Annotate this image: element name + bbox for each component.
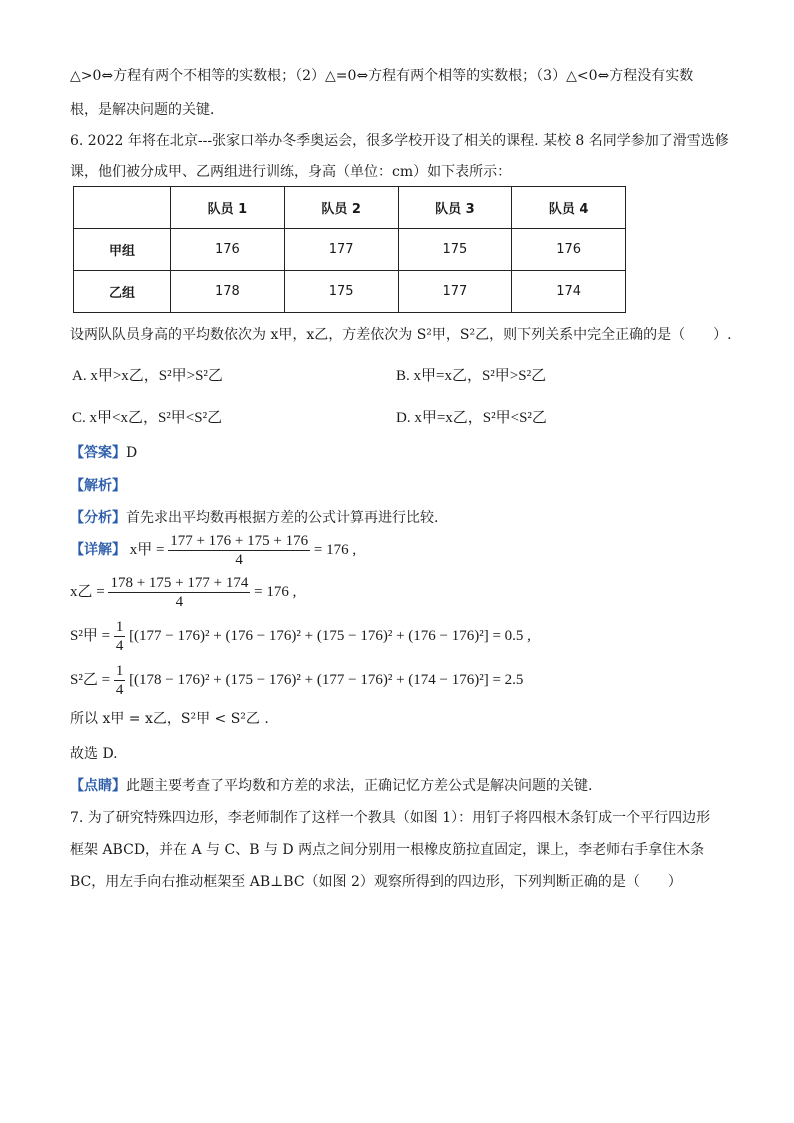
table-header-cell: 队员 2	[284, 187, 398, 229]
table-cell: 177	[284, 229, 398, 271]
table-cell: 174	[512, 271, 626, 313]
table-cell: 178	[171, 271, 285, 313]
eq2-lhs: x乙 =	[70, 583, 105, 600]
eq3-denominator: 4	[115, 638, 124, 654]
equation-mean-jia	[70, 532, 356, 569]
option-b: B. x甲=x乙，S²甲>S²乙	[396, 368, 547, 384]
table-cell: 177	[398, 271, 512, 313]
eq4-fraction	[114, 662, 126, 699]
answer-label: 【答案】	[70, 445, 126, 461]
table-header-row	[74, 187, 626, 229]
eq3-numerator: 1	[115, 619, 124, 635]
equation-variance-jia	[70, 618, 531, 655]
intro-line-2: 根，是解决问题的关键．	[70, 102, 224, 118]
option-d: D. x甲=x乙，S²甲<S²乙	[396, 410, 547, 426]
remark-line	[70, 776, 592, 796]
analysis-label: 【解析】	[70, 478, 126, 494]
table-cell: 176	[171, 229, 285, 271]
conclusion-line: 所以 x甲 = x乙，S²甲 < S²乙 .	[70, 711, 269, 727]
q6-line-1: 6. 2022 年将在北京---张家口举办冬季奥运会，很多学校开设了相关的课程. 某校 8 名同学参加了滑雪选修	[70, 133, 729, 149]
table-cell: 176	[512, 229, 626, 271]
eq4-numerator: 1	[115, 663, 124, 679]
option-c: C. x甲<x乙，S²甲<S²乙	[72, 410, 223, 426]
eq4-rest: [(178 − 176)² + (175 − 176)² + (177 − 176)² + (174 − 176)²] = 2.5	[129, 671, 524, 688]
eq1-numerator: 177 + 176 + 175 + 176	[170, 533, 309, 549]
eq3-rest: [(177 − 176)² + (176 − 176)² + (175 − 176)² + (176 − 176)²] = 0.5 ,	[129, 627, 531, 644]
fenxi-text: 首先求出平均数再根据方差的公式计算再进行比较.	[126, 510, 439, 526]
eq1-denominator: 4	[235, 552, 243, 568]
eq1-fraction	[168, 532, 310, 569]
table-header-cell: 队员 1	[171, 187, 285, 229]
eq2-denominator: 4	[175, 594, 184, 610]
equation-variance-yi	[70, 662, 523, 699]
remark-text: 此题主要考查了平均数和方差的求法，正确记忆方差公式是解决问题的关键.	[126, 778, 593, 794]
eq2-rhs: = 176 ,	[254, 583, 297, 600]
intro-line-1: △>0⇔方程有两个不相等的实数根；（2）△=0⇔方程有两个相等的实数根；（3）△<0⇔方程没有实数	[70, 68, 694, 84]
table-header-cell: 队员 3	[398, 187, 512, 229]
row-label: 乙组	[74, 271, 171, 313]
table-header-cell: 队员 4	[512, 187, 626, 229]
fenxi-label: 【分析】	[70, 510, 126, 526]
height-table	[73, 186, 626, 313]
table-row	[74, 229, 626, 271]
equation-mean-yi	[70, 574, 296, 611]
eq4-denominator: 4	[115, 682, 124, 698]
eq3-fraction	[114, 618, 126, 655]
q7-line-2: 框架 ABCD，并在 A 与 C、B 与 D 两点之间分别用一根橡皮筋拉直固定，课上，李老师右手拿住木条	[70, 842, 705, 858]
eq1-rhs: = 176 ,	[313, 541, 357, 558]
option-a: A. x甲>x乙，S²甲>S²乙	[72, 368, 223, 384]
choose-line: 故选 D.	[70, 746, 118, 762]
q6-line-2: 课，他们被分成甲、乙两组进行训练，身高（单位：cm）如下表所示：	[70, 164, 512, 180]
row-label: 甲组	[74, 229, 171, 271]
table-header-cell	[74, 187, 171, 229]
analysis-line	[70, 476, 126, 496]
eq2-numerator: 178 + 175 + 177 + 174	[110, 575, 249, 591]
eq2-fraction	[108, 574, 250, 611]
fenxi-line	[70, 508, 438, 528]
table-cell: 175	[284, 271, 398, 313]
eq1-lhs: x甲 =	[129, 541, 165, 558]
table-cell: 175	[398, 229, 512, 271]
eq4-lhs: S²乙 =	[70, 671, 111, 688]
table-row	[74, 271, 626, 313]
answer-line	[70, 443, 137, 463]
q7-line-1: 7. 为了研究特殊四边形，李老师制作了这样一个教具（如图 1）：用钉子将四根木条钉成一个平行四边形	[70, 810, 711, 826]
answer-value: D	[126, 445, 138, 461]
eq3-lhs: S²甲 =	[70, 627, 111, 644]
detail-label: 【详解】	[70, 541, 126, 558]
q6-stem: 设两队队员身高的平均数依次为 x甲，x乙，方差依次为 S²甲，S²乙，则下列关系中完全正确的是（ ）.	[70, 327, 732, 343]
remark-label: 【点睛】	[70, 778, 126, 794]
q7-line-3: BC，用左手向右推动框架至 AB⊥BC（如图 2）观察所得到的四边形，下列判断正确的是（ ）	[70, 874, 682, 890]
